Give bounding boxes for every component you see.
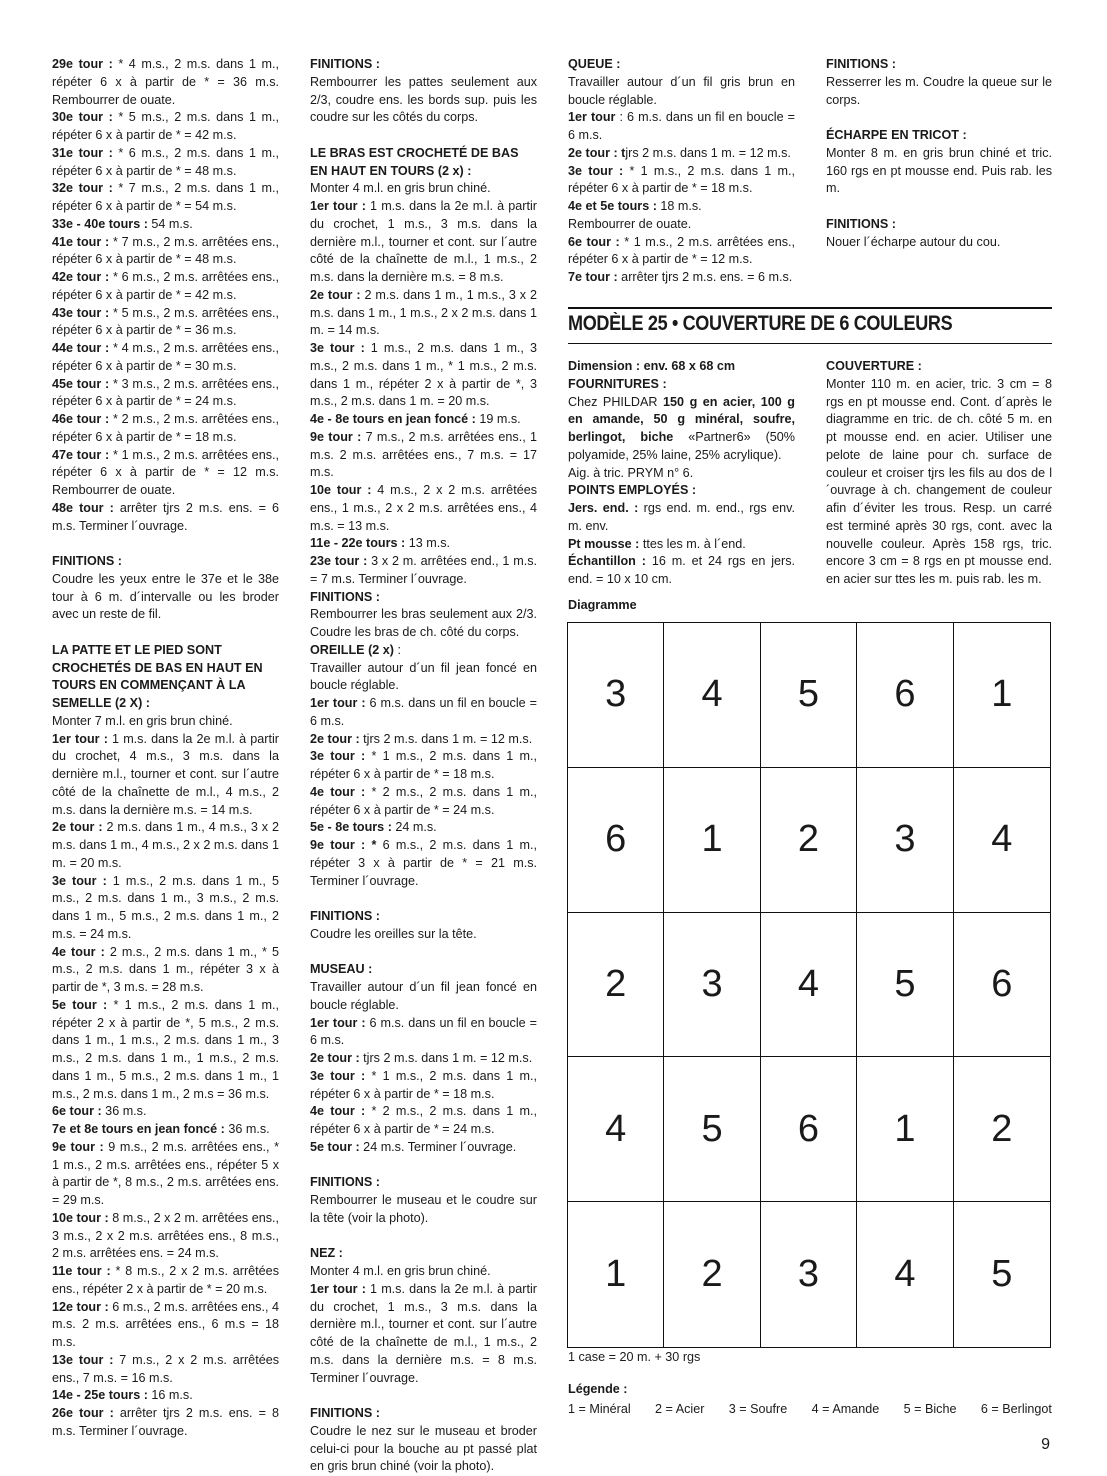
paragraph xyxy=(310,642,537,660)
paragraph xyxy=(52,1299,279,1352)
paragraph xyxy=(310,1245,537,1263)
grid-cell: 6 xyxy=(761,1057,857,1202)
bold-text: 150 g en acier, 100 g en amande, 50 g minéral, soufre, berlingot, biche xyxy=(568,394,795,444)
step-text: Monter 8 m. en gris brun chiné et tric. 160 rgs en pt mousse end. Puis rab. les m. xyxy=(826,145,1052,196)
grid-cell: 1 xyxy=(568,1202,664,1347)
section-heading: QUEUE : xyxy=(568,57,621,71)
paragraph xyxy=(52,180,279,216)
paragraph xyxy=(52,216,279,234)
section-rule-bottom xyxy=(568,343,1052,344)
paragraph xyxy=(52,376,279,412)
step-label: 9e tour : xyxy=(52,1139,104,1154)
step-label: 9e tour : * xyxy=(310,838,377,852)
step-label: 1er tour : xyxy=(310,696,366,710)
step-text: * 5 m.s., 2 m.s. dans 1 m., répéter 6 x à partir de * = 42 m.s. xyxy=(52,110,279,142)
paragraph xyxy=(52,571,279,624)
step-text: tjrs 2 m.s. dans 1 m. = 12 m.s. xyxy=(359,731,533,746)
step-text: 13 m.s. xyxy=(405,536,450,551)
paragraph xyxy=(310,1192,537,1228)
paragraph xyxy=(52,305,279,341)
step-label: 2e tour : xyxy=(310,731,360,746)
paragraph xyxy=(568,553,795,589)
paragraph xyxy=(568,465,795,483)
paragraph xyxy=(568,74,795,110)
paragraph xyxy=(310,145,537,181)
page-number: 9 xyxy=(1041,1436,1050,1453)
step-label: 10e tour : xyxy=(52,1210,109,1225)
step-label: 31e tour : xyxy=(52,145,113,160)
grid-cell: 5 xyxy=(857,913,953,1058)
step-label: 41e tour : xyxy=(52,234,110,249)
step-label: 11e tour : xyxy=(52,1264,111,1278)
step-text: * 2 m.s., 2 m.s. arrêtées ens., répéter 6 x à partir de * = 18 m.s. xyxy=(52,412,279,444)
paragraph xyxy=(310,74,537,127)
step-label: 2e tour : xyxy=(52,820,103,835)
grid-cell: 3 xyxy=(857,768,953,913)
paragraph xyxy=(310,1050,537,1068)
step-text: Aig. à tric. PRYM n° 6. xyxy=(568,465,694,480)
paragraph xyxy=(826,358,1052,376)
paragraph xyxy=(310,589,537,607)
step-text: arrêter tjrs 2 m.s. ens. = 8 m.s. Terminer l´ouvrage. xyxy=(52,1406,279,1438)
step-text: 24 m.s. xyxy=(391,820,437,835)
step-label: 1er tour : xyxy=(52,731,108,746)
grid-cell: 4 xyxy=(954,768,1050,913)
step-text: * 8 m.s., 2 x 2 m.s. arrêtées ens., répéter 2 x à partir de * = 20 m.s. xyxy=(52,1264,279,1296)
paragraph xyxy=(310,1423,537,1476)
paragraph xyxy=(52,1210,279,1263)
paragraph xyxy=(310,1405,537,1423)
step-text: Nouer l´écharpe autour du cou. xyxy=(826,234,1001,249)
paragraph xyxy=(310,429,537,482)
grid-cell: 4 xyxy=(664,623,760,768)
section-heading: FINITIONS : xyxy=(310,1175,380,1190)
paragraph xyxy=(52,234,279,270)
step-text: 16 m. et 24 rgs en jers. end. = 10 x 10 cm. xyxy=(568,554,796,586)
paragraph xyxy=(568,56,795,74)
step-text: 36 m.s. xyxy=(101,1104,147,1119)
paragraph xyxy=(568,145,795,163)
paragraph xyxy=(568,198,795,216)
step-label: 3e tour : xyxy=(310,749,366,764)
paragraph xyxy=(52,340,279,376)
paragraph xyxy=(310,1015,537,1051)
grid-cell: 2 xyxy=(664,1202,760,1347)
step-label: 33e - 40e tours : xyxy=(52,216,148,231)
step-text: : xyxy=(393,642,401,657)
step-text: arrêter tjrs 2 m.s. ens. = 6 m.s. xyxy=(617,270,793,284)
paragraph xyxy=(310,819,537,837)
step-text: 1 m.s., 2 m.s. dans 1 m., 5 m.s., 2 m.s. dans 1 m., 3 m.s., 2 m.s. dans 1 m., 5 m.s., 2 m.s. dans 1 m., 2 m.s. = 24 m.s. xyxy=(52,873,279,941)
paragraph xyxy=(52,1263,279,1299)
paragraph xyxy=(310,1174,537,1192)
section-heading: FINITIONS : xyxy=(310,909,380,923)
diagram-label: Diagramme xyxy=(568,598,637,612)
step-text: Travailler autour d´un fil jean foncé en boucle réglable. xyxy=(310,660,537,693)
paragraph xyxy=(310,180,537,198)
paragraph xyxy=(568,482,795,500)
paragraph xyxy=(310,748,537,784)
section-heading: FINITIONS : xyxy=(826,216,896,231)
grid-cell: 1 xyxy=(954,623,1050,768)
step-text: * 4 m.s., 2 m.s. arrêtées ens., répéter 6 x à partir de * = 30 m.s. xyxy=(52,341,279,373)
paragraph xyxy=(568,376,795,394)
diagram-note: 1 case = 20 m. + 30 rgs xyxy=(568,1350,701,1364)
paragraph xyxy=(310,1103,537,1139)
paragraph xyxy=(310,482,537,535)
paragraph xyxy=(52,1103,279,1121)
column-blanket xyxy=(826,358,1052,589)
paragraph xyxy=(52,713,279,731)
paragraph xyxy=(826,127,1052,145)
paragraph xyxy=(310,606,537,642)
grid-cell: 6 xyxy=(568,768,664,913)
paragraph xyxy=(52,109,279,145)
column-3 xyxy=(568,56,795,287)
step-text: 9 m.s., 2 m.s. arrêtées ens., * 1 m.s., 2 m.s. arrêtées ens., répéter 5 x à partir de *, 8 m.s., 2 m.s. arrêtées ens. = 29 m.s. xyxy=(52,1139,279,1207)
step-label: 3e tour : xyxy=(568,163,624,178)
paragraph xyxy=(310,660,537,696)
step-text: 24 m.s. Terminer l´ouvrage. xyxy=(359,1139,517,1154)
paragraph xyxy=(310,695,537,731)
step-label: 3e tour : xyxy=(310,1068,366,1083)
paragraph xyxy=(310,1263,537,1281)
paragraph xyxy=(52,642,279,713)
step-label: Pt mousse : xyxy=(568,536,640,551)
step-text: jrs 2 m.s. dans 1 m. = 12 m.s. xyxy=(625,145,791,160)
paragraph xyxy=(568,234,795,270)
step-text: tjrs 2 m.s. dans 1 m. = 12 m.s. xyxy=(359,1051,533,1065)
step-text: 4 m.s., 2 x 2 m.s. arrêtées ens., 1 m.s., 2 x 2 m.s. arrêtées ens., 4 m.s. = 13 m.s. xyxy=(310,483,537,533)
paragraph xyxy=(52,56,279,109)
legend-item: 3 = Soufre xyxy=(728,1402,788,1416)
step-label: 2e tour : xyxy=(310,1051,360,1065)
column-4 xyxy=(826,56,1052,251)
paragraph xyxy=(310,1139,537,1157)
step-label: 4e tour : xyxy=(52,944,105,959)
step-label: 5e tour : xyxy=(52,997,108,1012)
step-text: ttes les m. à l´end. xyxy=(639,536,746,551)
paragraph xyxy=(310,411,537,429)
step-label: OREILLE (2 x) xyxy=(310,642,394,657)
step-label: 1er tour : xyxy=(310,199,366,213)
step-text: * 5 m.s., 2 m.s. arrêtées ens., répéter 6 x à partir de * = 36 m.s. xyxy=(52,305,279,338)
step-label: 29e tour : xyxy=(52,57,113,71)
step-text: * 3 m.s., 2 m.s. arrêtées ens., répéter 6 x à partir de * = 24 m.s. xyxy=(52,376,279,409)
section-heading: FINITIONS : xyxy=(310,57,380,71)
paragraph xyxy=(310,926,537,944)
paragraph xyxy=(52,1405,279,1441)
section-heading: FINITIONS : xyxy=(52,554,122,568)
step-label: 30e tour : xyxy=(52,110,113,125)
color-diagram-grid xyxy=(567,622,1051,1348)
section-heading: ÉCHARPE EN TRICOT : xyxy=(826,128,967,142)
paragraph xyxy=(310,961,537,979)
step-text: * 1 m.s., 2 m.s. dans 1 m., répéter 6 x à partir de * = 18 m.s. xyxy=(310,749,537,781)
grid-cell: 3 xyxy=(761,1202,857,1347)
legend-item: 4 = Amande xyxy=(811,1402,880,1416)
step-text: Coudre les oreilles sur la tête. xyxy=(310,926,477,941)
step-text: 1 m.s. dans la 2e m.l. à partir du crochet, 1 m.s., 3 m.s. dans la dernière m.l., tourner et cont. sur l´autre côté de la chaînette de m.l., 1 m.s., 2 m.s. dans la dernière m.s. = 8 m.s. Terminer l´ouvrage. xyxy=(310,1281,537,1385)
step-text: 54 m.s. xyxy=(147,216,193,231)
grid-cell: 5 xyxy=(761,623,857,768)
step-label: 26e tour : xyxy=(52,1406,114,1420)
grid-cell: 2 xyxy=(761,768,857,913)
section-rule-top xyxy=(568,307,1052,309)
step-text: 6 m.s., 2 m.s. dans 1 m., répéter 3 x à partir de * = 21 m.s. Terminer l´ouvrage. xyxy=(310,838,537,888)
step-label: 10e tour : xyxy=(310,483,372,497)
paragraph xyxy=(310,198,537,287)
paragraph xyxy=(52,819,279,872)
paragraph xyxy=(826,376,1052,589)
step-text: 6 m.s., 2 m.s. arrêtées ens., 4 m.s. 2 m.s. arrêtées ens., 6 m.s = 18 m.s. xyxy=(52,1299,280,1349)
step-label: 7e et 8e tours en jean foncé : xyxy=(52,1122,225,1136)
paragraph xyxy=(52,1352,279,1388)
step-text: Coudre les yeux entre le 37e et le 38e tour à 6 m. d´intervalle ou les broder avec un reste de fil. xyxy=(52,571,279,622)
step-text: * 2 m.s., 2 m.s. dans 1 m., répéter 6 x à partir de * = 24 m.s. xyxy=(310,1104,537,1136)
paragraph xyxy=(826,234,1052,252)
step-text: Monter 4 m.l. en gris brun chiné. xyxy=(310,1264,491,1278)
step-text: * 1 m.s., 2 m.s. arrêtées ens., répéter 6 x à partir de * = 12 m.s. xyxy=(568,234,795,267)
step-text: 3 x 2 m. arrêtées end., 1 m.s. = 7 m.s. Terminer l´ouvrage. xyxy=(310,554,537,586)
grid-cell: 6 xyxy=(857,623,953,768)
step-text: 6 m.s. dans un fil en boucle = 6 m.s. xyxy=(310,1015,537,1048)
grid-cell: 1 xyxy=(664,768,760,913)
step-text: Resserrer les m. Coudre la queue sur le corps. xyxy=(826,74,1052,107)
step-text: Rembourrer de ouate. xyxy=(568,216,692,231)
step-text: arrêter tjrs 2 m.s. ens. = 6 m.s. Terminer l´ouvrage. xyxy=(52,500,279,533)
legend-title: Légende : xyxy=(568,1382,628,1396)
step-text: 18 m.s. xyxy=(656,199,702,213)
step-text: * 4 m.s., 2 m.s. dans 1 m., répéter 6 x à partir de * = 36 m.s. Rembourrer de ouate. xyxy=(52,57,279,107)
step-label: 9e tour : xyxy=(310,429,362,444)
step-text: 1 m.s. dans la 2e m.l. à partir du crochet, 1 m.s., 3 m.s. dans la dernière m.l., tourner et cont. sur l´autre côté de la chaînette de m.l., 1 m.s., 2 m.s. dans la dernière m.s. = 8 m.s. xyxy=(310,199,537,284)
paragraph xyxy=(826,216,1052,234)
column-1 xyxy=(52,56,279,1441)
step-text: Monter 7 m.l. en gris brun chiné. xyxy=(52,713,233,728)
grid-cell: 2 xyxy=(954,1057,1050,1202)
paragraph xyxy=(310,1068,537,1104)
step-text: 1 m.s., 2 m.s. dans 1 m., 3 m.s., 2 m.s. dans 1 m., * 1 m.s., 2 m.s. dans 1 m., répéter 2 x à partir de *, 3 m.s., 2 m.s. dans 1 m. = 20 m.s. xyxy=(310,341,537,409)
step-text: 1 m.s. dans la 2e m.l. à partir du crochet, 4 m.s., 3 m.s. dans la dernière m.l., tourner et cont. sur l´autre côté de la chaînette de m.l., 4 m.s., 2 m.s. dans la dernière m.s. = 14 m.s. xyxy=(52,731,279,817)
column-supplies xyxy=(568,358,795,589)
section-heading: NEZ : xyxy=(310,1246,343,1261)
step-text: 6 m.s. dans un fil en boucle = 6 m.s. xyxy=(310,696,537,728)
paragraph xyxy=(310,340,537,411)
section-heading: COUVERTURE : xyxy=(826,359,922,373)
paragraph xyxy=(52,500,279,536)
paragraph xyxy=(310,908,537,926)
step-text: Rembourrer les pattes seulement aux 2/3, coudre ens. les bords sup. puis les coudre sur les côtés du corps. xyxy=(310,74,537,125)
step-text: Coudre le nez sur le museau et broder celui-ci pour la bouche au pt passé plat en gris brun chiné (voir la photo). xyxy=(310,1423,537,1474)
grid-cell: 1 xyxy=(857,1057,953,1202)
paragraph xyxy=(52,447,279,500)
grid-cell: 4 xyxy=(761,913,857,1058)
step-label: 4e tour : xyxy=(310,784,366,799)
step-label: 3e tour : xyxy=(310,341,365,355)
step-text: * 7 m.s., 2 m.s. dans 1 m., répéter 6 x à partir de * = 54 m.s. xyxy=(52,181,279,213)
step-label: 7e tour : xyxy=(568,270,618,284)
paragraph xyxy=(826,56,1052,74)
paragraph xyxy=(568,109,795,145)
step-text: * 1 m.s., 2 m.s. arrêtées ens., répéter 6 x à partir de * = 12 m.s. Rembourrer de ouate. xyxy=(52,447,279,497)
step-label: 1er tour : xyxy=(310,1015,366,1030)
paragraph xyxy=(310,56,537,74)
step-text: 7 m.s., 2 x 2 m.s. arrêtées ens., 7 m.s. = 16 m.s. xyxy=(52,1352,279,1385)
step-text: * 1 m.s., 2 m.s. dans 1 m., répéter 6 x à partir de * = 18 m.s. xyxy=(568,163,795,196)
step-label: 43e tour : xyxy=(52,305,110,320)
paragraph xyxy=(310,287,537,340)
step-text: * 6 m.s., 2 m.s. arrêtées ens., répéter 6 x à partir de * = 42 m.s. xyxy=(52,270,279,302)
paragraph xyxy=(310,553,537,589)
legend-item: 6 = Berlingot xyxy=(980,1402,1052,1416)
step-text: 36 m.s. xyxy=(224,1122,270,1136)
step-label: 12e tour : xyxy=(52,1299,109,1314)
step-label: 48e tour : xyxy=(52,500,114,515)
step-text: Travailler autour d´un fil jean foncé en boucle réglable. xyxy=(310,980,537,1012)
step-text: * 1 m.s., 2 m.s. dans 1 m., répéter 2 x à partir de *, 5 m.s., 2 m.s. dans 1 m., 1 m.s., 2 m.s. dans 1 m., 3 m.s., 2 m.s. dans 1 m., 1 m.s., 2 m.s. dans 1 m., 5 m.s., 2 m.s. dans 1 m., 1 m.s., 2 m.s. dans 1 m., 2 m.s = 36 m.s. xyxy=(52,997,279,1101)
paragraph xyxy=(52,944,279,997)
paragraph xyxy=(568,216,795,234)
step-text: 19 m.s. xyxy=(475,412,521,426)
grid-cell: 3 xyxy=(664,913,760,1058)
step-text: Monter 110 m. en acier, tric. 3 cm = 8 rgs en pt mousse end. Cont. d´après le diagramme en tric. de ch. côté 5 m. en pt mousse end. en acier. Utiliser une pelote de laine pour ch. surface de couleur et croiser tjrs les fils au dos de l´ouvrage à ch. changement de couleur afin d´éviter les trous. Resp. un carré est terminé après 30 rgs, cont. avec la nouvelle couleur. Après 158 rgs, tric. encore 3 cm = 8 rgs en pt mousse end. en acier sur ttes les m. puis rab. les m. xyxy=(826,376,1052,586)
step-label: 6e tour : xyxy=(568,234,620,249)
text: Chez PHILDAR xyxy=(568,394,664,409)
step-label: Jers. end. : xyxy=(568,501,639,515)
step-label: POINTS EMPLOYÉS : xyxy=(568,483,697,498)
step-label: Échantillon : xyxy=(568,554,646,569)
paragraph xyxy=(52,1121,279,1139)
paragraph xyxy=(826,74,1052,110)
step-text: Rembourrer le museau et le coudre sur la tête (voir la photo). xyxy=(310,1193,537,1225)
paragraph xyxy=(52,553,279,571)
step-label: 4e et 5e tours : xyxy=(568,199,657,213)
step-text: 7 m.s., 2 m.s. arrêtées ens., 1 m.s. 2 m.s. arrêtées ens., 7 m.s. = 17 m.s. xyxy=(310,429,538,480)
legend-item: 5 = Biche xyxy=(903,1402,957,1416)
step-text: * 6 m.s., 2 m.s. dans 1 m., répéter 6 x à partir de * = 48 m.s. xyxy=(52,145,279,178)
step-label: 1er tour : xyxy=(310,1281,366,1296)
paragraph xyxy=(310,535,537,553)
paragraph xyxy=(52,1139,279,1210)
paragraph xyxy=(310,837,537,890)
step-label: 2e tour : t xyxy=(568,145,626,160)
section-heading: LA PATTE ET LE PIED SONT CROCHETÉS DE BAS EN HAUT EN TOURS EN COMMENÇANT À LA SEMELLE (2 X) : xyxy=(52,642,263,710)
text: «Partner6» (50% polyamide, 25% laine, 25% acrylique). xyxy=(568,430,795,462)
paragraph xyxy=(310,1281,537,1388)
step-label: 11e - 22e tours : xyxy=(310,536,406,551)
step-text: Travailler autour d´un fil gris brun en boucle réglable. xyxy=(568,74,795,107)
grid-cell: 4 xyxy=(857,1202,953,1347)
section-heading: FINITIONS : xyxy=(826,57,896,71)
legend-item: 2 = Acier xyxy=(655,1402,705,1416)
step-text: 16 m.s. xyxy=(147,1388,193,1403)
section-heading: MUSEAU : xyxy=(310,962,373,977)
paragraph xyxy=(310,784,537,820)
step-label: 5e tour : xyxy=(310,1139,360,1154)
step-text: * 1 m.s., 2 m.s. dans 1 m., répéter 6 x à partir de * = 18 m.s. xyxy=(310,1068,537,1101)
model-title: MODÈLE 25 • COUVERTURE DE 6 COULEURS xyxy=(568,312,953,335)
step-label: 5e - 8e tours : xyxy=(310,820,392,835)
section-heading: FINITIONS : xyxy=(310,589,380,604)
paragraph xyxy=(52,731,279,820)
step-label: 44e tour : xyxy=(52,341,110,355)
section-heading: FINITIONS : xyxy=(310,1406,380,1420)
step-label: 13e tour : xyxy=(52,1352,114,1367)
step-text: rgs end. m. end., rgs env. m. env. xyxy=(568,501,795,533)
paragraph xyxy=(310,731,537,749)
step-label: 46e tour : xyxy=(52,412,110,426)
paragraph xyxy=(52,411,279,447)
step-text: Rembourrer les bras seulement aux 2/3. Coudre les bras de ch. côté du corps. xyxy=(310,607,537,639)
step-text: 2 m.s. dans 1 m., 1 m.s., 3 x 2 m.s. dans 1 m., 1 m.s., 2 x 2 m.s. dans 1 m. = 14 m.s. xyxy=(310,287,537,338)
grid-cell: 4 xyxy=(568,1057,664,1202)
paragraph xyxy=(826,145,1052,198)
step-label: 3e tour : xyxy=(52,873,107,888)
step-text: 2 m.s., 2 m.s. dans 1 m., * 5 m.s., 2 m.s. dans 1 m., répéter 3 x à partir de *, 3 m.s. = 28 m.s. xyxy=(52,944,279,994)
step-label: Dimension : env. 68 x 68 cm xyxy=(568,359,736,373)
step-label: 6e tour : xyxy=(52,1104,102,1119)
paragraph xyxy=(568,394,795,465)
step-text: Monter 4 m.l. en gris brun chiné. xyxy=(310,181,491,196)
paragraph xyxy=(568,500,795,536)
paragraph xyxy=(52,873,279,944)
step-label: 47e tour : xyxy=(52,447,110,462)
step-text: 8 m.s., 2 x 2 m. arrêtées ens., 3 m.s., 2 x 2 m.s. arrêtées ens., 8 m.s., 2 m.s. arrêtées ens. = 24 m.s. xyxy=(52,1210,279,1261)
step-text: * 2 m.s., 2 m.s. dans 1 m., répéter 6 x à partir de * = 24 m.s. xyxy=(310,784,537,817)
paragraph xyxy=(52,997,279,1104)
step-label: 23e tour : xyxy=(310,554,368,568)
paragraph xyxy=(568,269,795,287)
paragraph xyxy=(52,269,279,305)
step-text: 2 m.s. dans 1 m., 4 m.s., 3 x 2 m.s. dans 1 m., 4 m.s., 2 x 2 m.s. dans 1 m. = 20 m.s. xyxy=(52,820,279,870)
paragraph xyxy=(52,145,279,181)
step-text: : 6 m.s. dans un fil en boucle = 6 m.s. xyxy=(568,110,795,142)
step-label: FOURNITURES : xyxy=(568,376,667,391)
paragraph xyxy=(310,979,537,1015)
step-label: 42e tour : xyxy=(52,270,110,284)
step-label: 4e - 8e tours en jean foncé : xyxy=(310,412,476,426)
legend-item: 1 = Minéral xyxy=(568,1402,631,1416)
paragraph xyxy=(52,1387,279,1405)
step-text: * 7 m.s., 2 m.s. arrêtées ens., répéter 6 x à partir de * = 48 m.s. xyxy=(52,234,279,267)
section-heading: LE BRAS EST CROCHETÉ DE BAS EN HAUT EN TOURS (2 x) : xyxy=(310,145,519,178)
legend xyxy=(568,1402,1052,1416)
grid-cell: 6 xyxy=(954,913,1050,1058)
grid-cell: 5 xyxy=(664,1057,760,1202)
grid-cell: 5 xyxy=(991,1253,1013,1296)
step-label: 2e tour : xyxy=(310,287,361,302)
paragraph xyxy=(568,163,795,199)
grid-cell: 2 xyxy=(568,913,664,1058)
step-label: 4e tour : xyxy=(310,1104,366,1119)
grid-cell: 3 xyxy=(568,623,664,768)
paragraph xyxy=(568,358,795,376)
paragraph xyxy=(568,536,795,554)
step-label: 1er tour xyxy=(568,110,616,125)
step-label: 14e - 25e tours : xyxy=(52,1388,148,1403)
step-label: 45e tour : xyxy=(52,376,110,391)
column-2 xyxy=(310,56,537,1476)
step-label: 32e tour : xyxy=(52,181,113,196)
